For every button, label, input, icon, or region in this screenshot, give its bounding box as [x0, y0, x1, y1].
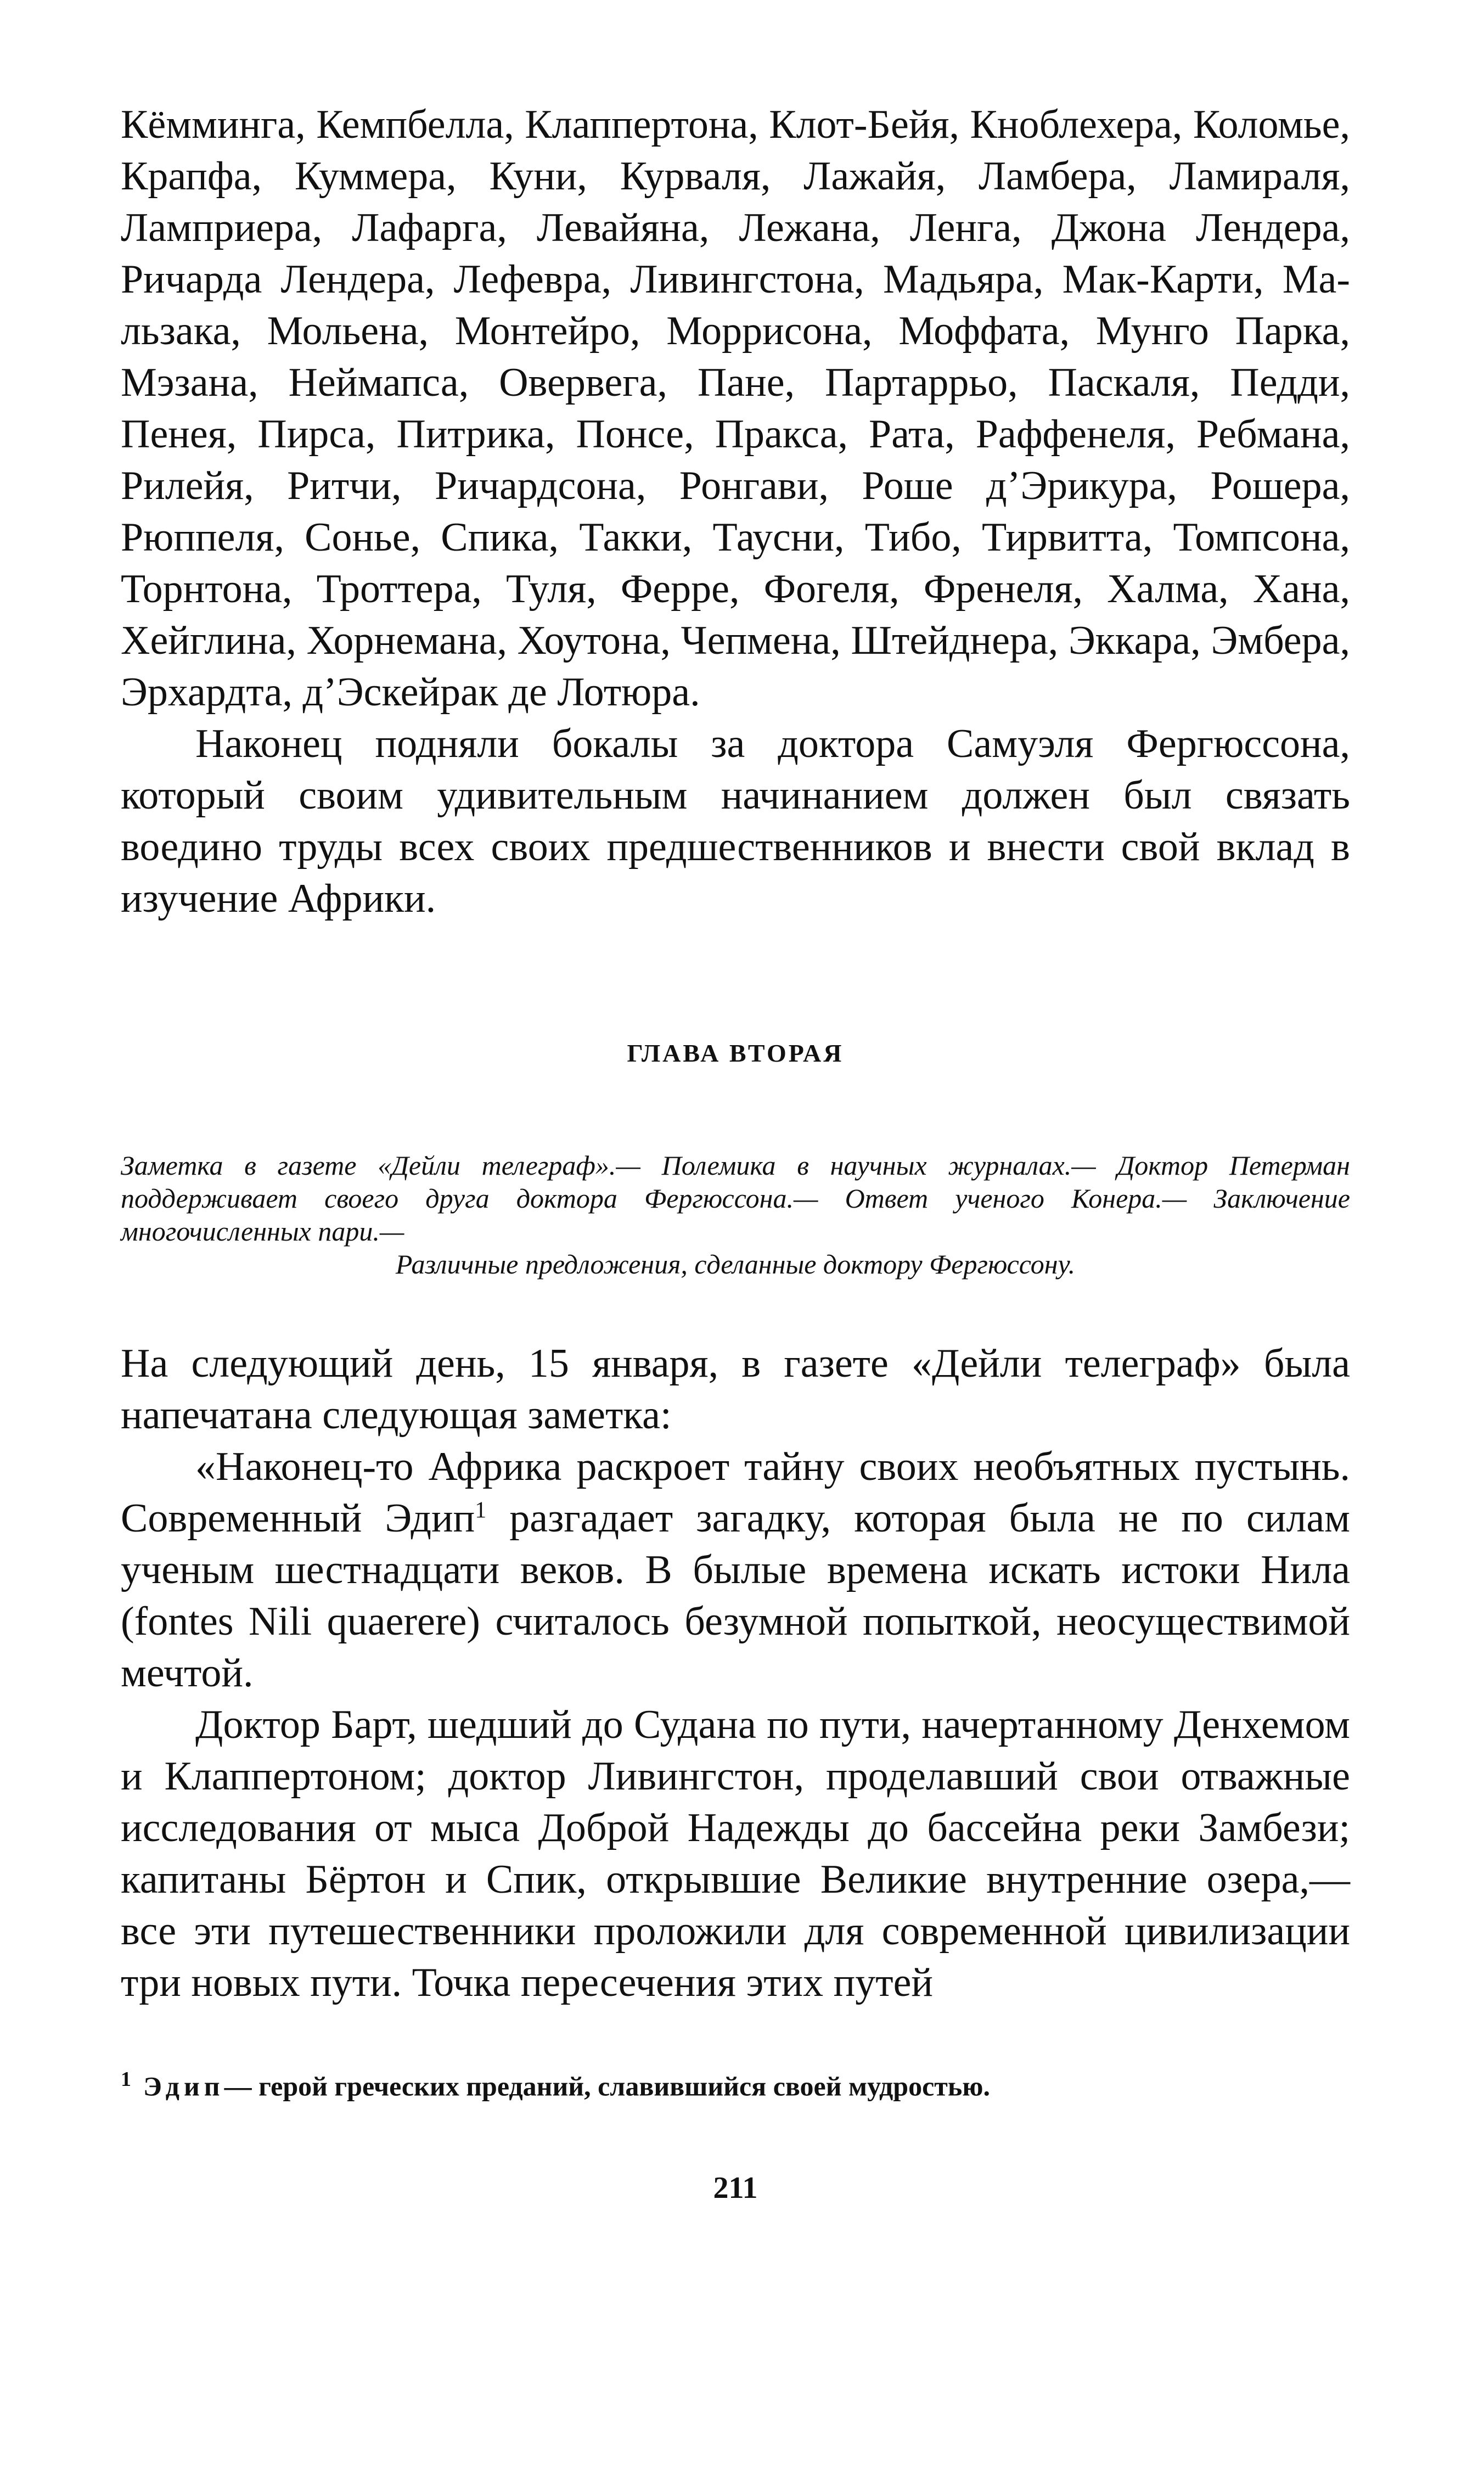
chapter-summary — [121, 1149, 1350, 1248]
paragraph-newspaper-intro: На следующий день, 15 января, в газете «Дейли телеграф» была напечатана следующая заметка: — [121, 1341, 1350, 1438]
paragraph-names-list: Кёмминга, Кемпбелла, Клаппертона, Клот-Бейя, Кноблехера, Коломье, Крапфа, Куммера, Куни, Курваля, Лажайя, Ламбера, Ламираля, Ламприера, Лафарга, Лeвайяна, Лежана, Ленга, Джона Лендера, Ричарда Лендера, Лефевра, Ливингстона, Мадьяра, Мак-Карти, Мальзака, Мольена, Монтейро, Моррисона, Моффата, Мунго Парка, Мэзана, Неймапса, Овервега, Пане, Партаррьо, Паскаля, Педди, Пенея, Пирса, Питрика, Понсе, Пракса, Рата, Раффенеля, Ребмана, Рилейя, Ритчи, Ричардсона, Ронгави, Роше д’Эрикура, Рошера, Рюппеля, Соньe, Спика, Такки, Таусни, Тибо, Тирвитта, Томпсона, Торнтона, Троттера, Туля, Ферре, Фогеля, Френеля, Халма, Хана, Хейглина, Хорнемана, Хоутона, Чепмена, Штейднера, Эккара, Эмбера, Эрхардта, д’Эскейрак де Лотюра. — [121, 102, 1350, 715]
chapter-summary-main: Заметка в газете «Дейли телеграф».— Полемика в научных журналах.— Доктор Петерман поддерживает своего друга доктора Фергюссона.— Ответ ученого Конера.— Заключение многочисленных пари.— — [121, 1150, 1350, 1247]
footnote-term: Эдип — [143, 2071, 224, 2102]
footnote-marker: 1 — [121, 2068, 131, 2091]
paragraph-newspaper-quote — [121, 1441, 1350, 1699]
quote-text-start: «Наконец-то Африка раскроет тайну своих необъятных пустынь. Современный Эдип — [121, 1444, 1350, 1541]
page-number: 211 — [713, 2170, 758, 2205]
footnote — [121, 2062, 1350, 2103]
paragraph-toast: Наконец подняли бокалы за доктора Самуэля Фергюссона, который своим удивительным начинанием должен был связать воедино труды всех своих предшественников и внести свой вклад в изучение Африки. — [121, 721, 1350, 921]
footnote-reference: 1 — [475, 1497, 487, 1523]
chapter-title: ГЛАВА ВТОРАЯ — [627, 1039, 844, 1067]
footnote-text: — герой греческих преданий, славившийся своей мудростью. — [224, 2071, 990, 2102]
book-page — [121, 99, 1350, 2206]
chapter-summary-last-line: Различные предложения, сделанные доктору Фергюссону. — [395, 1249, 1076, 1280]
quote-text-end: разгадает загадку, которая была не по силам ученым шестнадцати веков. В былые времена искать истоки Нила (fontes Nili quaerere) считалось безумной попыткой, неосуществимой мечтой. — [121, 1496, 1350, 1696]
paragraph-explorers: Доктор Барт, шедший до Судана по пути, начертанному Денхемом и Клаппертоном; доктор Ливингстон, проделавший свои отважные исследования от мыса Доброй Надежды до бассейна реки Замбези; капитаны Бёртон и Спик, открывшие Великие внутренние озера,— все эти путешественники проложили для современной цивилизации три новых пути. Точка пересечения этих путей — [121, 1702, 1350, 2005]
